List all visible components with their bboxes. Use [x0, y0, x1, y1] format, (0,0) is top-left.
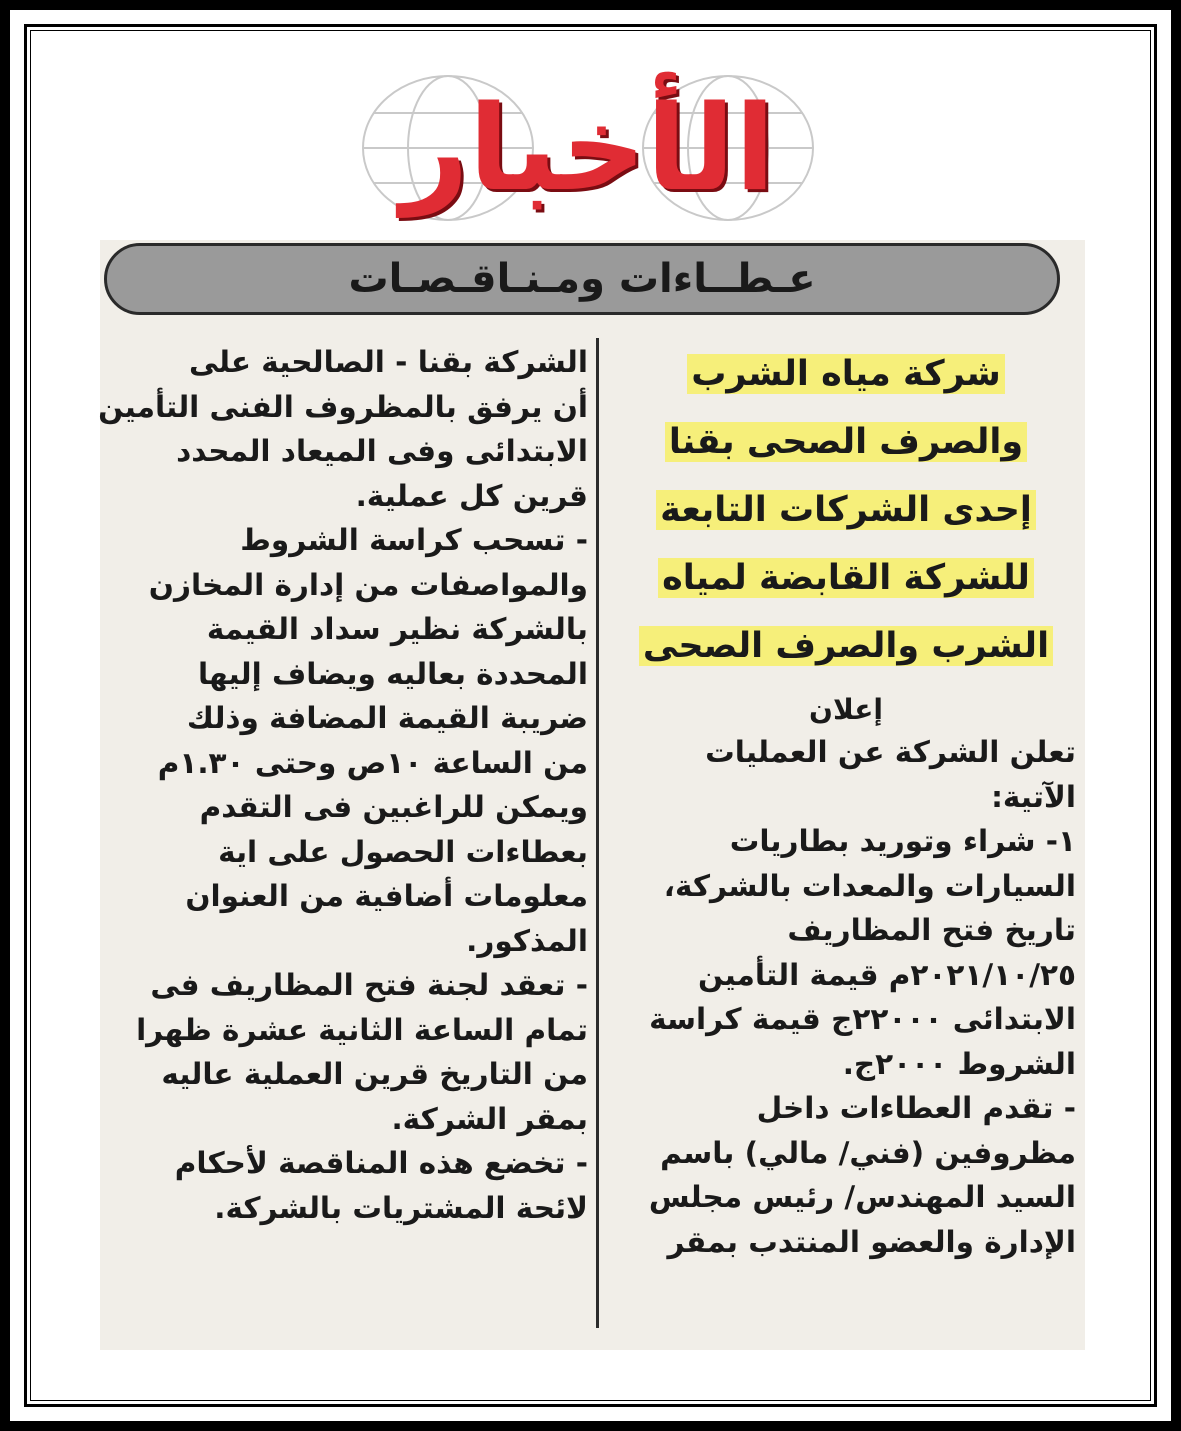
text-line: - تعقد لجنة فتح المظاريف فى: [150, 968, 588, 1002]
column-divider: [596, 338, 599, 1328]
text-line: ضريبة القيمة المضافة وذلك: [186, 701, 588, 735]
text-line: لائحة المشتريات بالشركة.: [214, 1190, 588, 1225]
text-line: المذكور.: [466, 923, 588, 958]
text-line: أن يرفق بالمظروف الفنى التأمين: [98, 389, 588, 424]
text-line: مظروفين (فني/ مالي) باسم: [660, 1135, 1076, 1170]
text-line: - تقدم العطاءات داخل: [756, 1091, 1076, 1125]
text-line: الآتية:: [991, 779, 1076, 814]
text-line: بعطاءات الحصول على اية: [218, 834, 588, 869]
text-line: السيد المهندس/ رئيس مجلس: [648, 1180, 1076, 1214]
text-line: قرين كل عملية.: [355, 478, 588, 513]
newspaper-logo: الأخبار: [400, 79, 776, 217]
text-line: من الساعة ١٠ص وحتى ١.٣٠م: [157, 745, 588, 780]
text-line: ١- شراء وتوريد بطاريات: [729, 824, 1076, 858]
heading-line: شركة مياه الشرب: [616, 340, 1076, 408]
text-line: تعلن الشركة عن العمليات: [705, 735, 1076, 769]
heading-line: إحدى الشركات التابعة: [616, 476, 1076, 544]
text-line: الابتدائى وفى الميعاد المحدد: [176, 434, 588, 468]
section-banner: [104, 243, 1060, 315]
heading-line: والصرف الصحى بقنا: [616, 408, 1076, 476]
text-line: الشروط ٢٠٠٠ج.: [842, 1046, 1076, 1081]
text-line: بالشركة نظير سداد القيمة: [206, 612, 588, 646]
text-line: بمقر الشركة.: [391, 1101, 588, 1136]
text-line: تاريخ فتح المظاريف: [787, 913, 1076, 947]
newspaper-masthead: [338, 68, 838, 236]
announcement-label: إعلان: [809, 693, 883, 726]
text-line: الإدارة والعضو المنتدب بمقر: [667, 1224, 1076, 1259]
heading-line: الشرب والصرف الصحى: [616, 612, 1076, 680]
text-line: السيارات والمعدات بالشركة،: [663, 868, 1076, 903]
text-line: الشركة بقنا - الصالحية على: [189, 345, 588, 379]
text-line: ٢٠٢١/١٠/٢٥م قيمة التأمين: [698, 957, 1076, 992]
text-line: معلومات أضافية من العنوان: [185, 879, 588, 913]
text-line: تمام الساعة الثانية عشرة ظهرا: [136, 1012, 588, 1047]
text-line: ويمكن للراغبين فى التقدم: [199, 790, 588, 824]
text-line: - تخضع هذه المناقصة لأحكام: [174, 1146, 588, 1180]
text-line: والمواصفات من إدارة المخازن: [148, 567, 588, 602]
right-column: [616, 340, 1076, 1264]
heading-line: للشركة القابضة لمياه: [616, 544, 1076, 612]
text-line: - تسحب كراسة الشروط: [240, 523, 588, 557]
text-line: المحددة بعاليه ويضاف إليها: [197, 656, 588, 691]
text-line: من التاريخ قرين العملية عاليه: [161, 1057, 588, 1091]
left-column: [98, 340, 588, 1230]
section-title: عـطــاءات ومـنـاقـصـات: [348, 256, 816, 302]
text-line: الابتدائى ٢٢٠٠٠ج قيمة كراسة: [649, 1002, 1076, 1036]
